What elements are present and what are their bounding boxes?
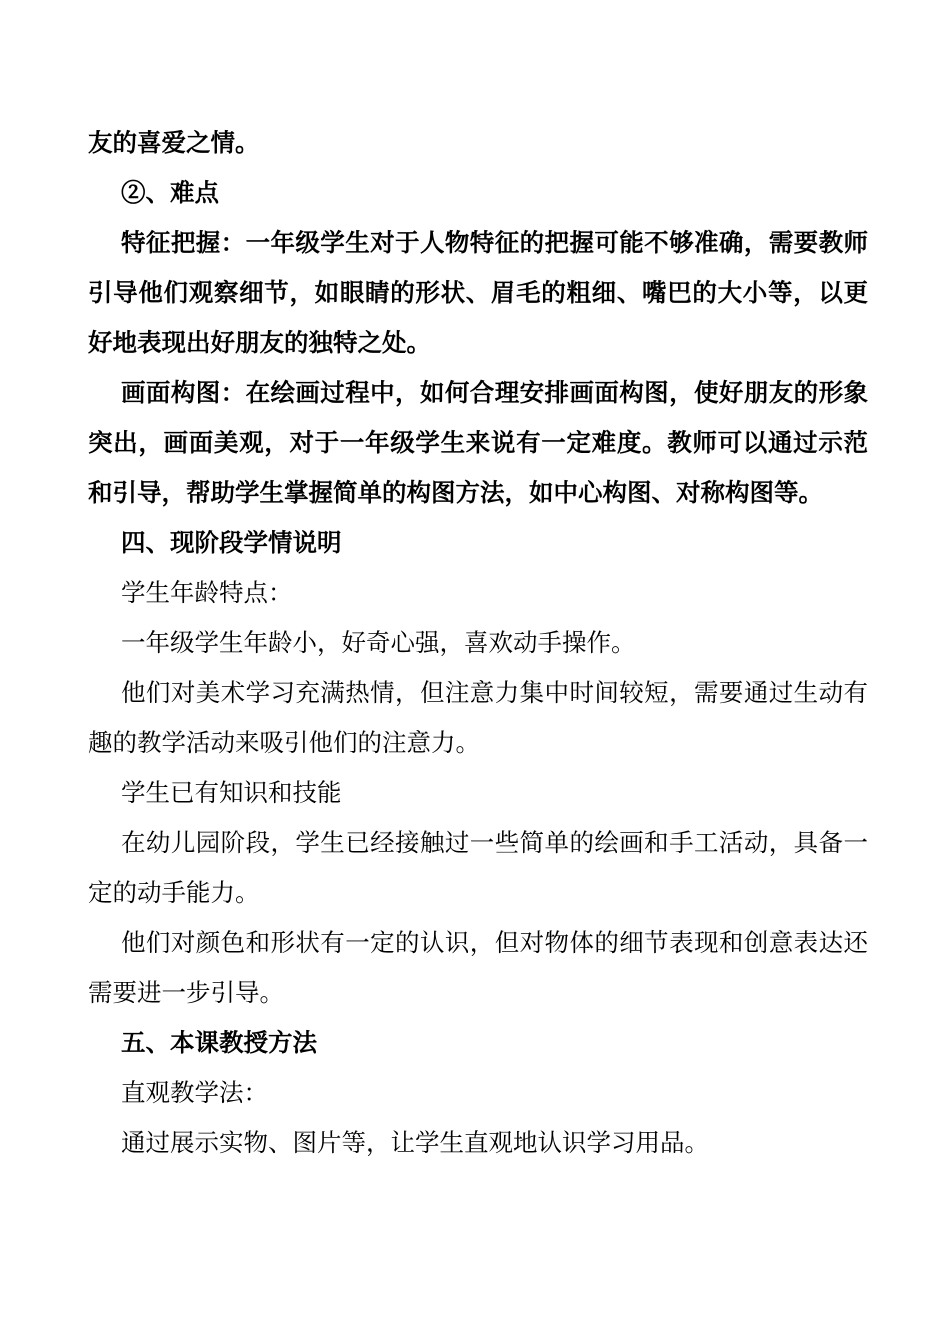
section-heading-learning-situation: 四、现阶段学情说明 <box>121 528 342 557</box>
paragraph-intuitive-desc: 通过展示实物、图片等，让学生直观地认识学习用品。 <box>121 1128 709 1157</box>
paragraph-feature-grasp: 特征把握：一年级学生对于人物特征的把握可能不够准确，需要教师引导他们观察细节，如眼睛的形状、眉毛的粗细、嘴巴的大小等，以更好地表现出好朋友的独特之处。 <box>88 228 868 357</box>
paragraph-continuation: 友的喜爱之情。 <box>88 128 260 157</box>
subheading-existing-skills: 学生已有知识和技能 <box>121 778 342 807</box>
subheading-age-characteristics: 学生年龄特点： <box>121 578 293 607</box>
paragraph-attention: 他们对美术学习充满热情，但注意力集中时间较短，需要通过生动有趣的教学活动来吸引他们的注意力。 <box>88 678 868 757</box>
difficulty-heading: ②、难点 <box>121 178 219 207</box>
paragraph-kindergarten: 在幼儿园阶段，学生已经接触过一些简单的绘画和手工活动，具备一定的动手能力。 <box>88 828 868 907</box>
section-heading-teaching-methods: 五、本课教授方法 <box>121 1028 317 1057</box>
document-page <box>88 118 868 1168</box>
paragraph-age-desc: 一年级学生年龄小，好奇心强，喜欢动手操作。 <box>121 628 636 657</box>
paragraph-color-shape: 他们对颜色和形状有一定的认识，但对物体的细节表现和创意表达还需要进一步引导。 <box>88 928 868 1007</box>
subheading-intuitive-method: 直观教学法： <box>121 1078 268 1107</box>
paragraph-composition: 画面构图：在绘画过程中，如何合理安排画面构图，使好朋友的形象突出，画面美观，对于一年级学生来说有一定难度。教师可以通过示范和引导，帮助学生掌握简单的构图方法，如中心构图、对称构图等。 <box>88 378 868 507</box>
